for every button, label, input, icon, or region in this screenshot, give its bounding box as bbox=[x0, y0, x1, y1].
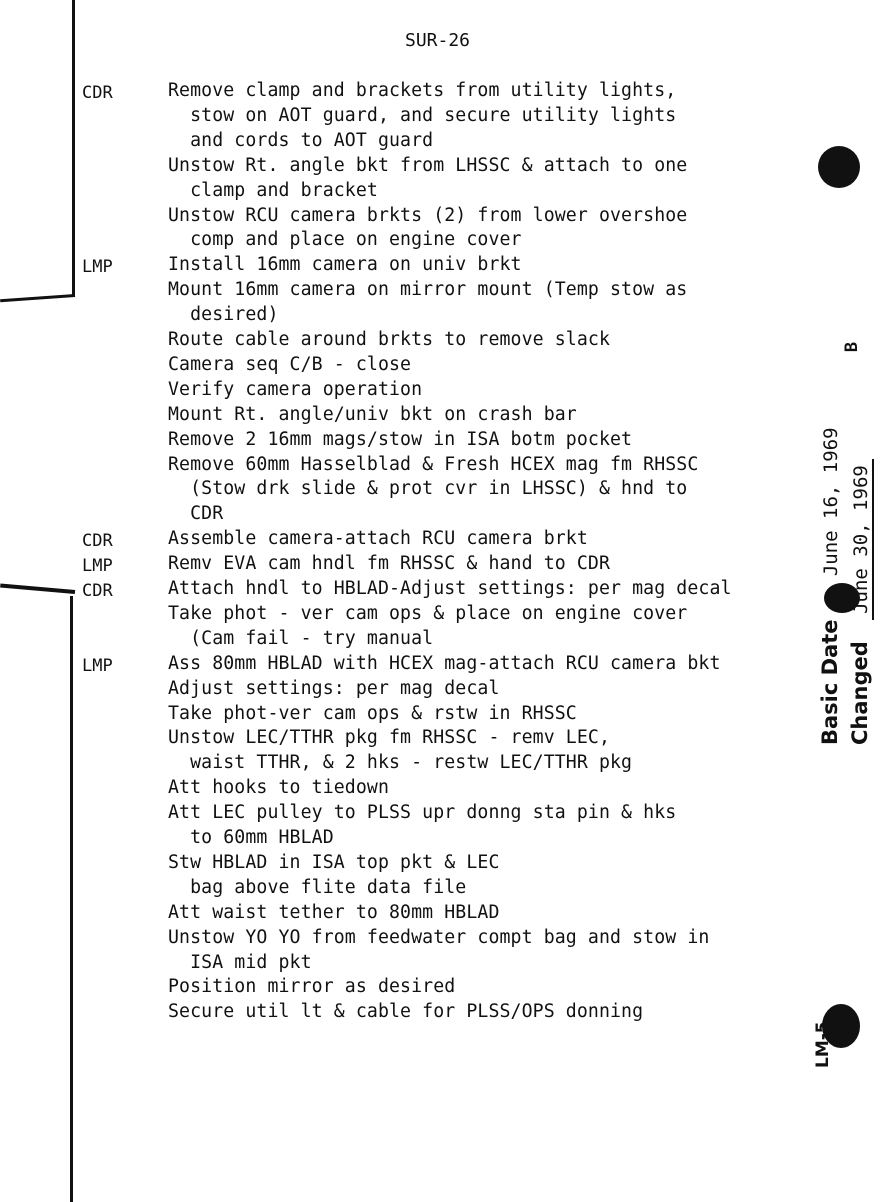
procedure-step-continuation: waist TTHR, & 2 hks - restw LEC/TTHR pkg bbox=[168, 752, 633, 774]
procedure-step: Remove 2 16mm mags/stow in ISA botm pocket bbox=[168, 428, 633, 450]
changed-label: Changed bbox=[848, 641, 872, 745]
page-id: SUR-26 bbox=[405, 30, 471, 51]
procedure-step-continuation: to 60mm HBLAD bbox=[168, 827, 334, 848]
procedure-step-continuation: bag above flite data file bbox=[168, 876, 467, 898]
procedure-step-continuation: CDR bbox=[168, 503, 224, 525]
footer-code: LM-5 bbox=[813, 1021, 833, 1068]
crew-role: LMP bbox=[82, 655, 113, 676]
change-bar-upper bbox=[72, 0, 75, 295]
procedure-step-continuation: (Stow drk slide & prot cvr in LHSSC) & hnd to bbox=[168, 478, 688, 500]
procedure-step: Ass 80mm HBLAD with HCEX mag-attach RCU camera bkt bbox=[168, 652, 721, 674]
procedure-step: Mount Rt. angle/univ bkt on crash bar bbox=[168, 403, 577, 425]
procedure-step: Secure util lt & cable for PLSS/OPS donning bbox=[168, 1001, 644, 1023]
procedure-step: Take phot-ver cam ops & rstw in RHSSC bbox=[168, 702, 577, 724]
procedure-step: Unstow Rt. angle bkt from LHSSC & attach to one bbox=[168, 154, 688, 176]
crew-role: CDR bbox=[82, 531, 113, 552]
procedure-step: Stw HBLAD in ISA top pkt & LEC bbox=[168, 851, 500, 873]
procedure-step: Remove clamp and brackets from utility lights, bbox=[168, 80, 677, 101]
basic-date-value: June 16, 1969 bbox=[820, 427, 842, 577]
procedure-step: Remv EVA cam hndl fm RHSSC & hand to CDR bbox=[168, 553, 610, 575]
procedure-step-continuation: stow on AOT guard, and secure utility lights bbox=[168, 104, 677, 126]
crew-role: CDR bbox=[82, 581, 113, 601]
procedure-step-continuation: ISA mid pkt bbox=[168, 951, 312, 973]
procedure-step: Att LEC pulley to PLSS upr donng sta pin & hks bbox=[168, 802, 677, 824]
procedure-step: Verify camera operation bbox=[168, 378, 423, 400]
procedure-step-continuation: and cords to AOT guard bbox=[168, 129, 434, 151]
change-bar-lower bbox=[70, 596, 73, 1202]
change-bar-upper-tick bbox=[0, 294, 75, 302]
procedure-step: Adjust settings: per mag decal bbox=[168, 677, 500, 699]
procedure-step: Position mirror as desired bbox=[168, 976, 456, 998]
procedure-step: Unstow LEC/TTHR pkg fm RHSSC - remv LEC, bbox=[168, 727, 610, 749]
procedure-step: Mount 16mm camera on mirror mount (Temp stow as bbox=[168, 279, 688, 301]
basic-date-stamp bbox=[818, 427, 842, 745]
procedure-step: Assemble camera-attach RCU camera brkt bbox=[168, 528, 588, 550]
procedure-step-continuation: (Cam fail - try manual bbox=[168, 627, 434, 649]
procedure-step: Take phot - ver cam ops & place on engine cover bbox=[168, 602, 688, 624]
punch-hole-top bbox=[818, 146, 860, 188]
changed-stamp bbox=[848, 459, 872, 745]
procedure-step: Unstow RCU camera brkts (2) from lower overshoe bbox=[168, 204, 688, 226]
procedure-step: Att waist tether to 80mm HBLAD bbox=[168, 901, 500, 923]
crew-role: LMP bbox=[82, 257, 113, 278]
procedure-step: Camera seq C/B - close bbox=[168, 353, 412, 375]
procedure-step: Install 16mm camera on univ brkt bbox=[168, 254, 522, 276]
crew-role: LMP bbox=[82, 556, 113, 577]
procedure-step: Att hooks to tiedown bbox=[168, 777, 389, 799]
procedure-step-continuation: clamp and bracket bbox=[168, 179, 378, 201]
procedure-step: Attach hndl to HBLAD-Adjust settings: per mag decal bbox=[168, 578, 732, 599]
procedure-step: Remove 60mm Hasselblad & Fresh HCEX mag fm RHSSC bbox=[168, 453, 699, 475]
procedure-step-continuation: comp and place on engine cover bbox=[168, 229, 522, 251]
change-bar-lower-tick bbox=[0, 583, 75, 594]
changed-value: June 30, 1969 bbox=[850, 459, 874, 620]
procedure-step: Unstow YO YO from feedwater compt bag and stow in bbox=[168, 926, 710, 948]
procedure-step-continuation: desired) bbox=[168, 304, 279, 326]
crew-role: CDR bbox=[82, 83, 113, 103]
revision-letter: B bbox=[842, 341, 863, 353]
basic-date-label: Basic Date bbox=[818, 619, 842, 745]
procedure-step: Route cable around brkts to remove slack bbox=[168, 329, 610, 350]
